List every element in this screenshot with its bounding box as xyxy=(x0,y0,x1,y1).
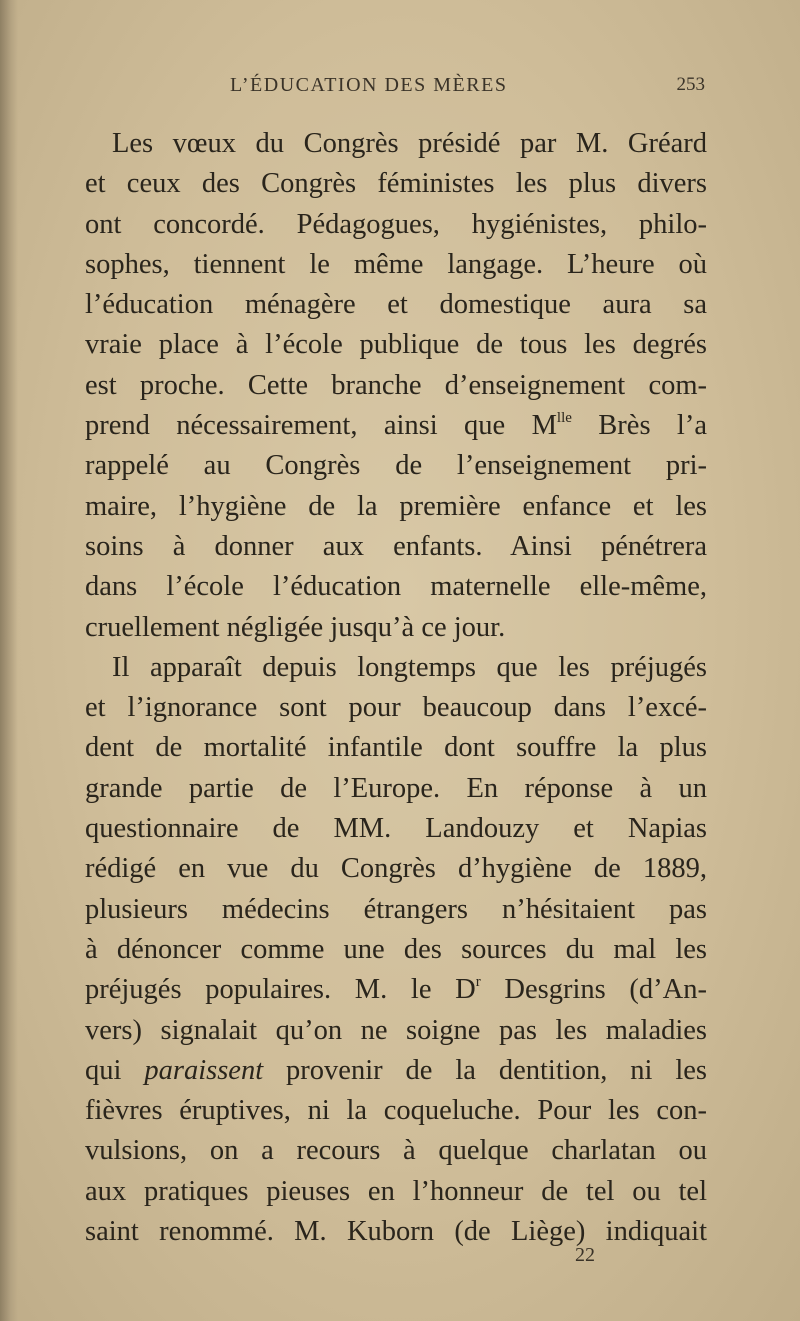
text-line xyxy=(85,406,707,446)
text-line: plusieurs médecins étrangers n’hésitaient pas xyxy=(85,893,707,925)
text-fragment: Brès l’a xyxy=(571,410,707,442)
text-line: fièvres éruptives, ni la coqueluche. Pour les con- xyxy=(85,1095,707,1127)
text-line: questionnaire de MM. Landouzy et Napias xyxy=(85,813,707,845)
text-line: vraie place à l’école publique de tous les degrés xyxy=(85,329,707,361)
text-line: et ceux des Congrès féministes les plus divers xyxy=(85,168,707,200)
binding-shadow xyxy=(0,0,18,1321)
text-fragment: qui xyxy=(85,1054,122,1086)
text-line: Les vœux du Congrès présidé par M. Gréard xyxy=(112,128,707,159)
body-text xyxy=(85,124,707,1252)
page-number: 253 xyxy=(676,74,705,95)
text-line: rédigé en vue du Congrès d’hygiène de 1889, xyxy=(85,853,707,885)
text-line: maire, l’hygiène de la première enfance et les xyxy=(85,490,707,522)
text-fragment: provenir de la dentition, ni les xyxy=(263,1054,707,1086)
text-line: dans l’école l’éducation maternelle elle-même, xyxy=(85,571,707,603)
text-fragment: Desgrins (d’An- xyxy=(480,974,707,1006)
text-fragment: prend nécessairement, ainsi que M xyxy=(85,410,557,442)
signature-mark: 22 xyxy=(575,1244,595,1266)
text-line: dent de mortalité infantile dont souffre la plus xyxy=(85,732,707,764)
text-line: Il apparaît depuis longtemps que les préjugés xyxy=(112,651,707,683)
superscript: r xyxy=(475,974,481,991)
text-fragment: préjugés populaires. M. le D xyxy=(85,974,476,1006)
text-line: rappelé au Congrès de l’enseignement pri- xyxy=(85,450,707,482)
text-line: vulsions, on a recours à quelque charlatan ou xyxy=(85,1135,707,1167)
text-line: saint renommé. M. Kuborn (de Liège) indiquait xyxy=(85,1216,707,1248)
text-line: à dénoncer comme une des sources du mal les xyxy=(85,933,707,965)
text-line: grande partie de l’Europe. En réponse à un xyxy=(85,772,707,804)
text-line: ont concordé. Pédagogues, hygiénistes, philo- xyxy=(85,208,707,240)
running-title: L’ÉDUCATION DES MÈRES xyxy=(230,74,508,96)
text-line: l’éducation ménagère et domestique aura sa xyxy=(85,289,707,321)
running-head xyxy=(85,74,707,106)
text-line: cruellement négligée jusqu’à ce jour. xyxy=(85,611,506,643)
text-line xyxy=(85,1051,707,1091)
text-line: est proche. Cette branche d’enseignement com- xyxy=(85,369,707,401)
text-line xyxy=(85,970,707,1010)
text-line: soins à donner aux enfants. Ainsi pénétrera xyxy=(85,530,707,562)
text-line: et l’ignorance sont pour beaucoup dans l’excé- xyxy=(85,692,707,724)
text-line: vers) signalait qu’on ne soigne pas les maladies xyxy=(85,1014,707,1046)
superscript: lle xyxy=(556,410,572,427)
text-line: sophes, tiennent le même langage. L’heure où xyxy=(85,248,707,280)
italic-word: paraissent xyxy=(144,1054,264,1086)
text-line: aux pratiques pieuses en l’honneur de tel ou tel xyxy=(85,1175,707,1207)
